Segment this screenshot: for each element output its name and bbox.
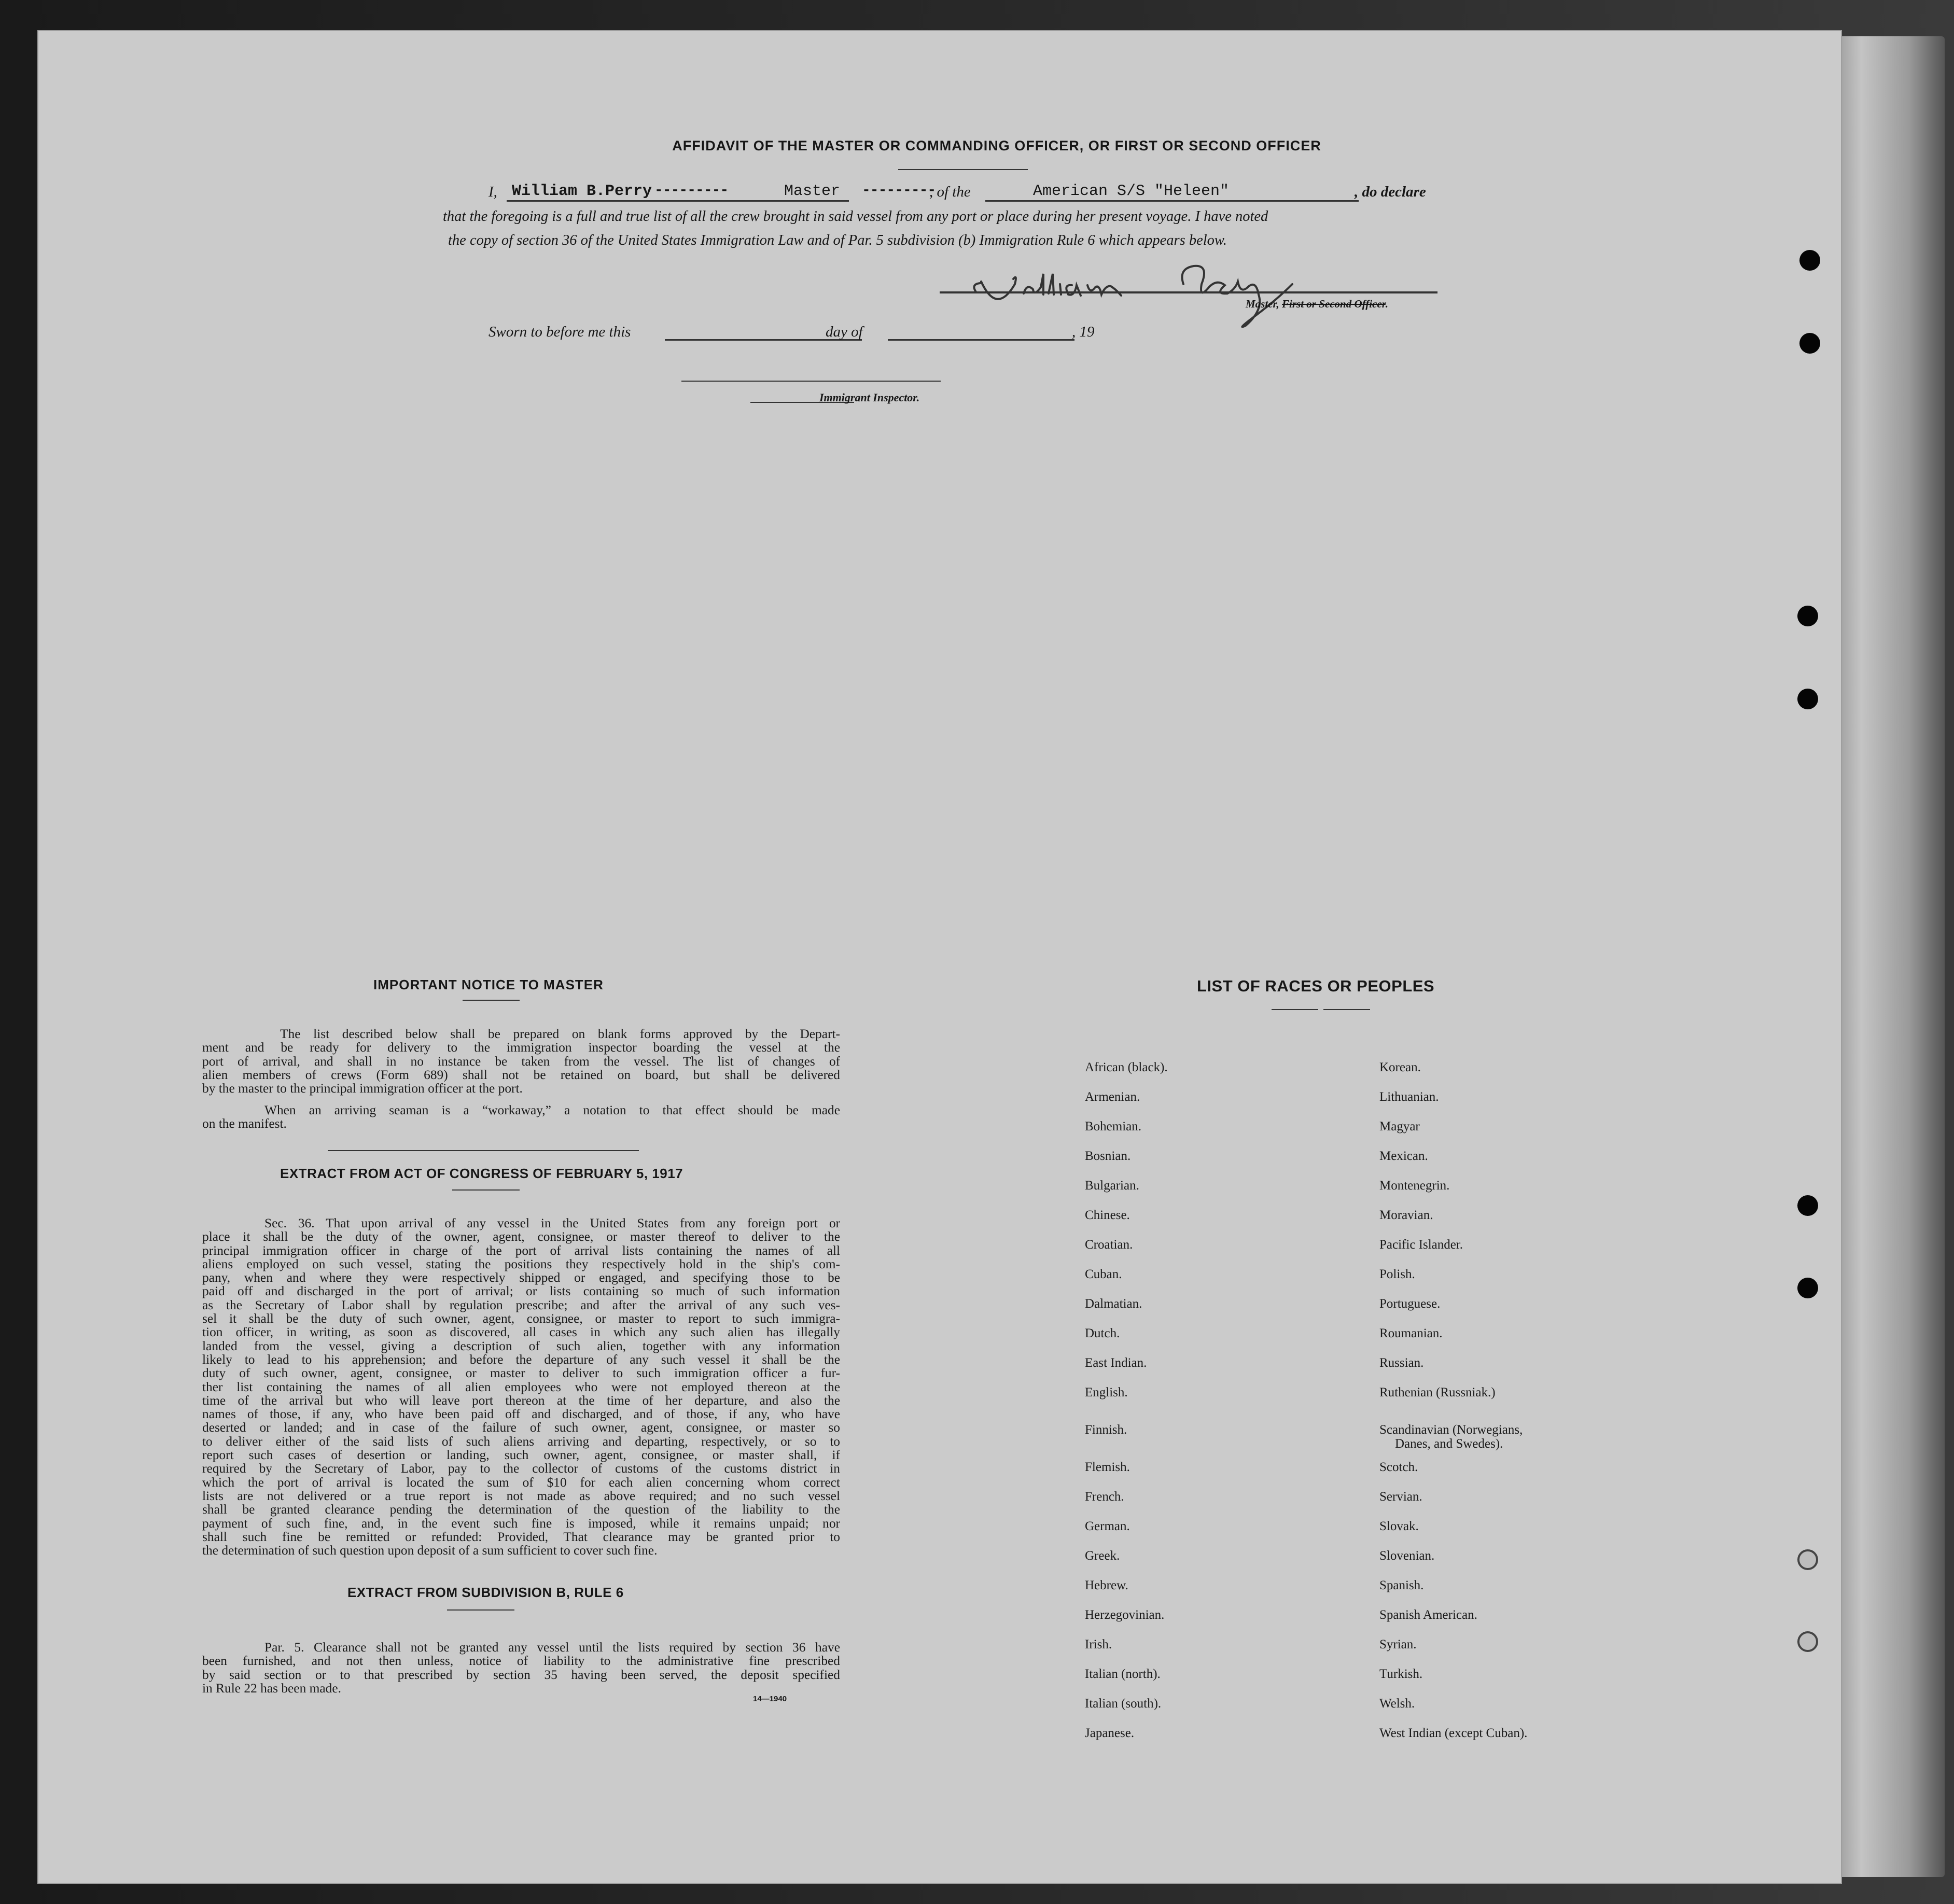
paragraph-line: names of those, if any, who have been paid off and discharged, and of those, if any, who have (202, 1407, 840, 1422)
race-item: Bosnian. (1085, 1149, 1131, 1163)
race-item: Lithuanian. (1379, 1090, 1439, 1104)
paragraph-line: Par. 5. Clearance shall not be granted any vessel until the lists required by section 36 have (264, 1640, 840, 1655)
affidavit-heading: AFFIDAVIT OF THE MASTER OR COMMANDING OFFICER, OR FIRST OR SECOND OFFICER (672, 138, 1321, 153)
paragraph-line: by the master to the principal immigration officer at the port. (202, 1081, 523, 1096)
paragraph-line: tion officer, in writing, as soon as discovered, all cases in which any such alien has illegally (202, 1325, 840, 1340)
race-item: Scotch. (1379, 1460, 1418, 1474)
race-item: Scandinavian (Norwegians, (1379, 1423, 1523, 1437)
race-item: Chinese. (1085, 1208, 1130, 1222)
race-item: Slovenian. (1379, 1549, 1435, 1563)
punch-hole (1799, 250, 1820, 271)
race-item: Spanish American. (1379, 1608, 1477, 1622)
rule-heading: EXTRACT FROM SUBDIVISION B, RULE 6 (347, 1585, 624, 1600)
race-item: Korean. (1379, 1060, 1421, 1074)
paragraph-line: deserted or landed; and in case of the failure of such owner, agent, consignee, or master so (202, 1420, 840, 1435)
paragraph-line: duty of such owner, agent, consignee, or master to deliver to such immigration officer a fur- (202, 1366, 840, 1381)
paragraph-line: to deliver either of the said lists of such aliens arriving and departing, respectively, or so to (202, 1434, 840, 1449)
sworn-month-line (888, 339, 1074, 341)
paragraph-line: by said section or to that prescribed by section 35 having been served, the deposit specified (202, 1667, 840, 1682)
act-heading: EXTRACT FROM ACT OF CONGRESS OF FEBRUARY 5, 1917 (280, 1166, 683, 1181)
paragraph-line: on the manifest. (202, 1116, 287, 1131)
race-item: Dutch. (1085, 1326, 1120, 1340)
paragraph-line: which the port of arrival is located the sum of $10 for each alien concerning whom correct (202, 1475, 840, 1490)
race-item: Ruthenian (Russniak.) (1379, 1385, 1496, 1399)
paragraph-line: lists are not delivered or a true report is not made as above required; and no such vessel (202, 1488, 840, 1503)
race-item: Montenegrin. (1379, 1179, 1450, 1193)
race-item: German. (1085, 1519, 1130, 1533)
paragraph-line: as the Secretary of Labor shall by regulation prescribe; and after the arrival of any such ves- (202, 1297, 840, 1312)
dashes-right: --------- (862, 183, 936, 199)
punch-hole (1797, 1195, 1818, 1216)
paragraph-line: landed from the vessel, giving a description of such alien, together with any information (202, 1338, 840, 1353)
race-item: Italian (south). (1085, 1697, 1162, 1711)
paragraph-line: alien members of crews (Form 689) shall not be retained on board, but shall be delivered (202, 1067, 840, 1082)
notice-divider (463, 1000, 520, 1001)
race-item: Russian. (1379, 1356, 1424, 1370)
paragraph-line: likely to lead to his apprehension; and before the departure of any such vessel it shall be the (202, 1352, 840, 1367)
act-section-36-text (202, 1216, 840, 1557)
race-item-continuation: Danes, and Swedes). (1395, 1437, 1503, 1451)
paragraph-line: payment of such fine, and, in the event such fine is imposed, while it remains unpaid; nor (202, 1516, 840, 1531)
race-item: Hebrew. (1085, 1578, 1128, 1592)
affidavit-declaration-line-2: that the foregoing is a full and true list of all the crew brought in said vessel from any port or place during her present voyage. I have noted (443, 208, 1268, 225)
race-item: Turkish. (1379, 1667, 1423, 1681)
paragraph-line: ment and be ready for delivery to the immigration inspector boarding the vessel at the (202, 1040, 840, 1055)
race-item: Flemish. (1085, 1460, 1130, 1474)
dashes-left: --------- (654, 183, 729, 199)
sworn-label: Sworn to before me this (489, 324, 631, 340)
of-the-label: , of the (929, 184, 971, 200)
punch-hole (1799, 333, 1820, 354)
paragraph-line: port of arrival, and shall in no instance be taken from the vessel. The list of changes of (202, 1054, 840, 1069)
reinforcement-ring (1797, 1631, 1818, 1652)
heading-divider (898, 169, 1028, 170)
paragraph-line: required by the Secretary of Labor, pay to the collector of customs of the customs district in (202, 1461, 840, 1476)
master-rank: Master (784, 183, 841, 200)
race-item: Greek. (1085, 1549, 1120, 1563)
reinforcement-ring (1797, 1549, 1818, 1570)
race-item: West Indian (except Cuban). (1379, 1726, 1528, 1740)
paragraph-line: pany, when and where they were respectively shipped or engaged, and specifying those to be (202, 1270, 840, 1285)
affidavit-i-prefix: I, (489, 184, 497, 200)
paragraph-line: in Rule 22 has been made. (202, 1681, 341, 1696)
race-item: Mexican. (1379, 1149, 1428, 1163)
races-heading: LIST OF RACES OR PEOPLES (1197, 977, 1435, 995)
race-item: Dalmatian. (1085, 1297, 1142, 1311)
race-item: Welsh. (1379, 1697, 1415, 1711)
race-item: Syrian. (1379, 1637, 1417, 1651)
race-item: Slovak. (1379, 1519, 1419, 1533)
race-item: East Indian. (1085, 1356, 1147, 1370)
race-item: Finnish. (1085, 1423, 1127, 1437)
paragraph-line: The list described below shall be prepared on blank forms approved by the Depart- (280, 1027, 840, 1041)
races-divider-left (1272, 1009, 1318, 1010)
race-item: Bohemian. (1085, 1119, 1142, 1133)
race-item: Italian (north). (1085, 1667, 1161, 1681)
race-item: Pacific Islander. (1379, 1238, 1463, 1252)
inspector-label: Immigrant Inspector. (819, 391, 920, 404)
affidavit-declaration-line-3: the copy of section 36 of the United States Immigration Law and of Par. 5 subdivision (b) Immigration Rule 6 which appears below. (448, 232, 1227, 248)
race-item: Roumanian. (1379, 1326, 1443, 1340)
notice-paragraph-2 (202, 1103, 840, 1131)
notice-paragraph-1 (202, 1027, 840, 1095)
master-name: William B.Perry (512, 183, 652, 200)
master-signature (966, 253, 1360, 336)
section-divider-1 (328, 1150, 639, 1151)
race-item: Cuban. (1085, 1267, 1122, 1281)
notice-heading: IMPORTANT NOTICE TO MASTER (373, 977, 604, 992)
race-item: Servian. (1379, 1490, 1422, 1504)
punch-hole (1797, 606, 1818, 626)
name-field-line (507, 200, 849, 202)
paragraph-line: place it shall be the duty of the owner, agent, consignee, or master thereof to deliver to the (202, 1229, 840, 1244)
race-item: Japanese. (1085, 1726, 1135, 1740)
race-item: Bulgarian. (1085, 1179, 1139, 1193)
paragraph-line: sel it shall be the duty of such owner, agent, consignee, or master to report to such immigra- (202, 1311, 840, 1326)
day-of-label: day of (826, 324, 863, 340)
paragraph-line: been furnished, and not then unless, notice of liability to the administrative fine prescribed (202, 1654, 840, 1669)
paragraph-line: aliens employed on such vessel, stating the positions they respectively hold in the ship's com- (202, 1256, 840, 1271)
underlying-page-edge (1825, 36, 1945, 1877)
paragraph-line: When an arriving seaman is a “workaway,” a notation to that effect should be made (264, 1103, 840, 1117)
race-item: Armenian. (1085, 1090, 1140, 1104)
paragraph-line: Sec. 36. That upon arrival of any vessel in the United States from any foreign port or (264, 1216, 840, 1230)
document-page (37, 30, 1842, 1884)
form-number: 14—1940 (753, 1695, 787, 1703)
race-item: Moravian. (1379, 1208, 1433, 1222)
rule-divider (447, 1609, 514, 1611)
caption-master: Master, (1246, 298, 1279, 310)
year-prefix: , 19 (1072, 324, 1095, 340)
paragraph-line: ther list containing the names of all alien employees who were not employed thereon at the (202, 1379, 840, 1394)
paragraph-line: shall such fine be remitted or refunded: Provided, That clearance may be granted prior to (202, 1529, 840, 1544)
inspector-signature-line (681, 381, 941, 382)
race-item: Irish. (1085, 1637, 1112, 1651)
act-divider (452, 1189, 520, 1191)
vessel-name: American S/S "Heleen" (1033, 183, 1230, 200)
race-item: Croatian. (1085, 1238, 1133, 1252)
race-item: Polish. (1379, 1267, 1415, 1281)
signature-caption (1246, 298, 1388, 311)
race-item: Spanish. (1379, 1578, 1424, 1592)
paragraph-line: report such cases of desertion or landing, such owner, agent, consignee, or master shall, if (202, 1448, 840, 1463)
caption-struck-officers: First or Second Officer (1282, 298, 1386, 310)
race-item: Herzegovinian. (1085, 1608, 1165, 1622)
punch-hole (1797, 1278, 1818, 1298)
caption-period: . (1385, 298, 1388, 310)
vessel-field-line (985, 200, 1359, 202)
paragraph-line: principal immigration officer in charge of the port of arrival lists containing the names of all (202, 1243, 840, 1258)
race-item: Magyar (1379, 1119, 1420, 1133)
paragraph-line: shall be granted clearance pending the determination of the question of the liability to the (202, 1502, 840, 1517)
paragraph-line: time of the arrival but who will leave port thereon at the time of her departure, and also the (202, 1393, 840, 1408)
races-divider-right (1323, 1009, 1370, 1010)
paragraph-line: paid off and discharged in the port of arrival; or lists containing so much of such information (202, 1284, 840, 1299)
punch-hole (1797, 689, 1818, 709)
race-item: African (black). (1085, 1060, 1168, 1074)
race-item: Portuguese. (1379, 1297, 1441, 1311)
do-declare-label: , do declare (1355, 184, 1426, 200)
paragraph-line: the determination of such question upon deposit of a sum sufficient to cover such fine. (202, 1543, 658, 1558)
rule-paragraph-5-text (202, 1641, 840, 1695)
race-item: French. (1085, 1490, 1124, 1504)
race-item: English. (1085, 1385, 1128, 1399)
